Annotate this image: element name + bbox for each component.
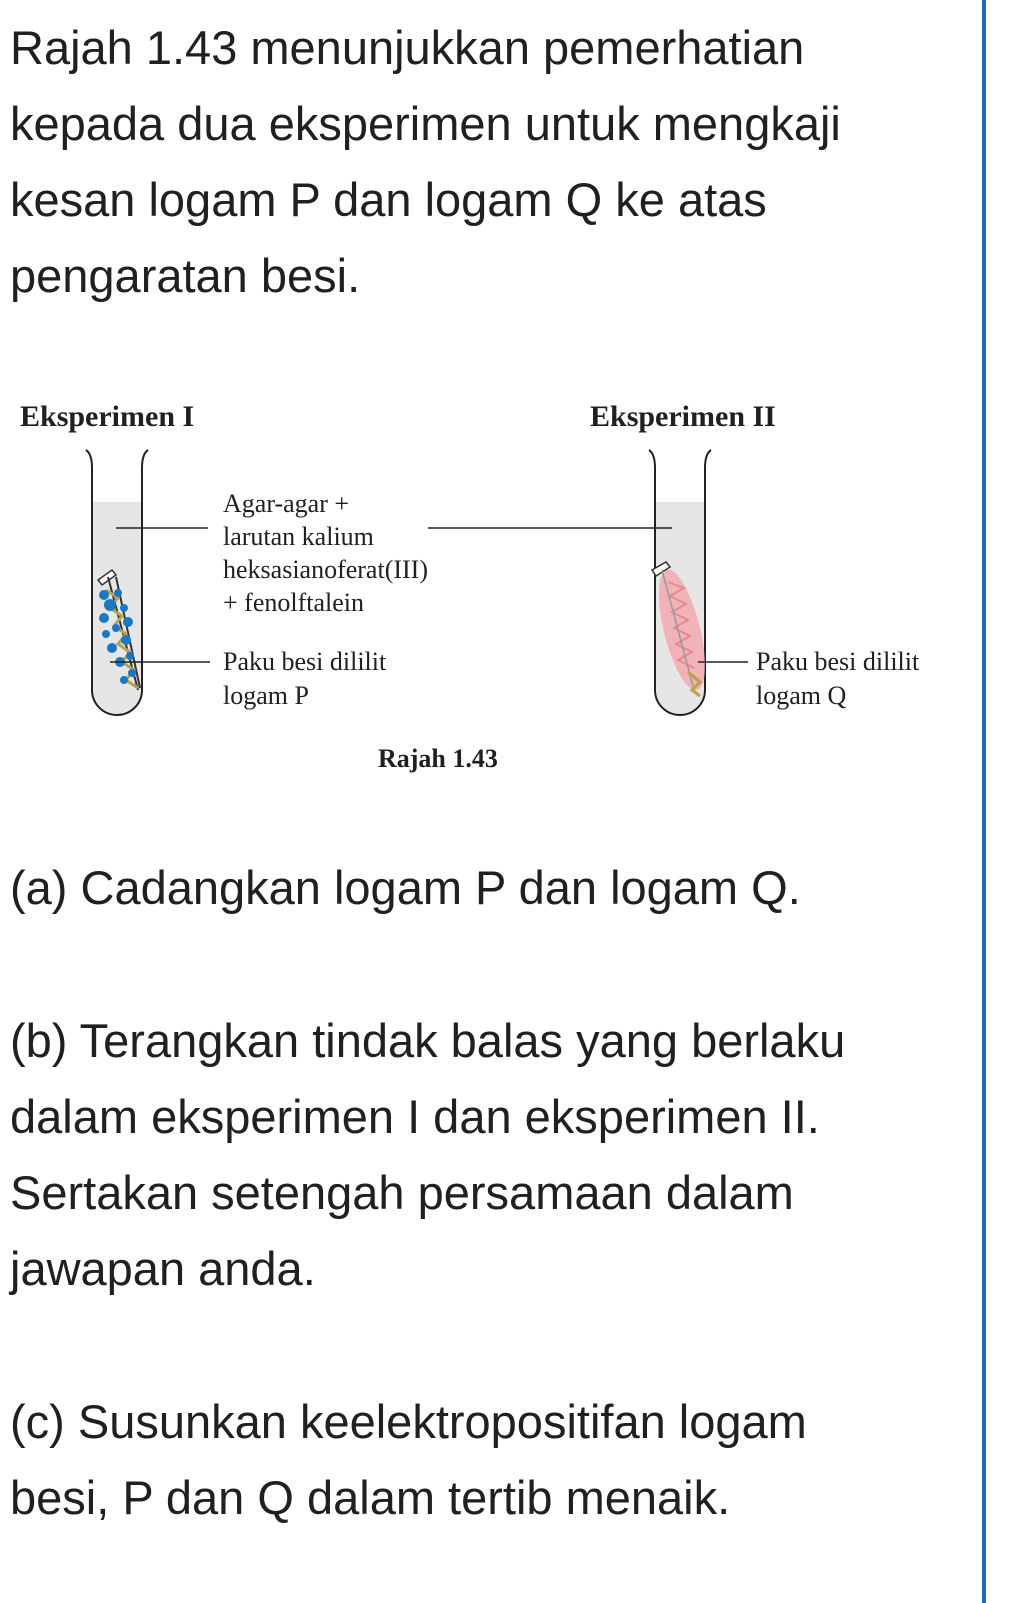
question-b-line: (b) Terangkan tindak balas yang berlaku: [10, 1014, 846, 1067]
experiment-2-title: Eksperimen II: [590, 400, 776, 433]
question-a-line: (a) Cadangkan logam P dan logam Q.: [10, 861, 801, 914]
nail-q-label-line: logam Q: [756, 681, 847, 710]
medium-label-line: heksasianoferat(III): [223, 555, 428, 584]
figure-caption: Rajah 1.43: [378, 744, 498, 773]
nail-q-label-line: Paku besi dililit: [756, 647, 920, 676]
question-c: [10, 1384, 970, 1536]
figure-rajah-1-43: [0, 390, 982, 810]
experiment-1-title: Eksperimen I: [20, 400, 195, 433]
question-b-line: dalam eksperimen I dan eksperimen II.: [10, 1090, 820, 1143]
intro-line: Rajah 1.43 menunjukkan pemerhatian: [10, 21, 805, 74]
intro-paragraph: [10, 10, 970, 314]
intro-line: kesan logam P dan logam Q ke atas: [10, 173, 767, 226]
question-b: [10, 1003, 970, 1307]
question-c-line: besi, P dan Q dalam tertib menaik.: [10, 1471, 731, 1524]
question-a: [10, 850, 970, 926]
nail-q-label: [756, 647, 926, 710]
nail-p-label: [223, 647, 393, 710]
medium-label: [223, 489, 435, 617]
intro-line: kepada dua eksperimen untuk mengkaji: [10, 97, 841, 150]
intro-line: pengaratan besi.: [10, 249, 361, 302]
nail-p-label-line: logam P: [223, 681, 309, 710]
question-b-line: Sertakan setengah persamaan dalam: [10, 1166, 794, 1219]
medium-label-line: larutan kalium: [223, 522, 374, 551]
nail-p-label-line: Paku besi dililit: [223, 647, 387, 676]
medium-label-line: + fenolftalein: [223, 588, 364, 617]
right-border: [982, 0, 986, 1603]
question-b-line: jawapan anda.: [10, 1242, 316, 1295]
question-c-line: (c) Susunkan keelektropositifan logam: [10, 1395, 807, 1448]
medium-label-line: Agar-agar +: [223, 489, 350, 518]
